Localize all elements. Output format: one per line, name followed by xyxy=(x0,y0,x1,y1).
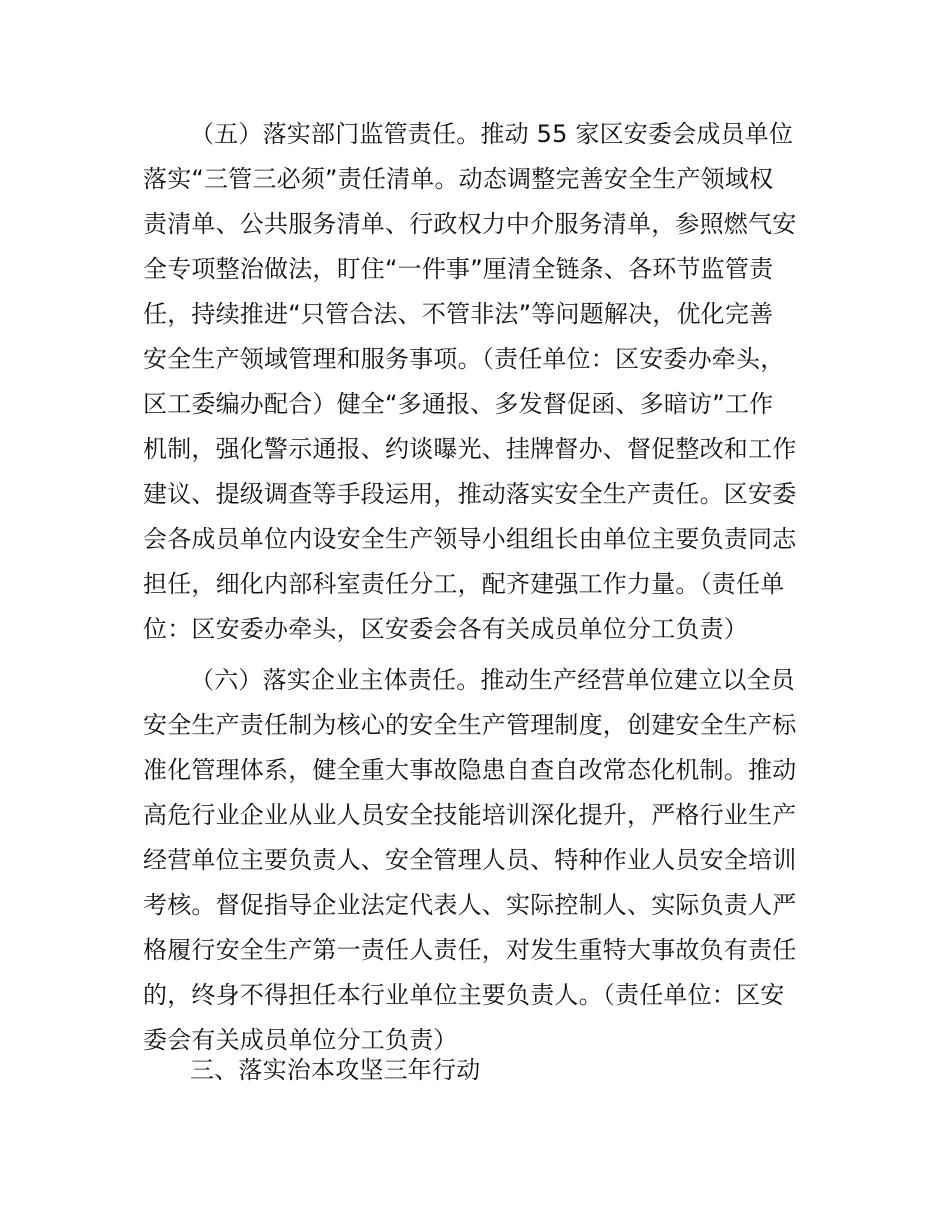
text-line: 考核。督促指导企业法定代表人、实际控制人、实际负责人严 xyxy=(143,891,797,919)
text-line: 的，终身不得担任本行业单位主要负责人。（责任单位：区安 xyxy=(143,981,785,1009)
text-line: 经营单位主要负责人、安全管理人员、特种作业人员安全培训 xyxy=(143,846,797,874)
text-line: 区工委编办配合）健全“多通报、多发督促函、多暗访”工作 xyxy=(143,390,774,418)
text-line: 安全生产责任制为核心的安全生产管理制度，创建安全生产标 xyxy=(143,711,797,739)
text-line: （六）落实企业主体责任。推动生产经营单位建立以全员 xyxy=(190,666,795,694)
text-line: 会各成员单位内设安全生产领导小组组长由单位主要负责同志 xyxy=(143,525,797,553)
text-line: 安全生产领域管理和服务事项。（责任单位：区安委办牵头， xyxy=(143,345,785,373)
text-line: 任，持续推进“只管合法、不管非法”等问题解决，优化完善 xyxy=(143,300,774,328)
text-line: 责清单、公共服务清单、行政权力中介服务清单，参照燃气安 xyxy=(143,210,797,238)
text-line: 格履行安全生产第一责任人责任，对发生重特大事故负有责任 xyxy=(143,936,797,964)
text-line: 机制，强化警示通报、约谈曝光、挂牌督办、督促整改和工作 xyxy=(143,435,797,463)
text-line: 委会有关成员单位分工负责） xyxy=(143,1026,458,1054)
text-line: 落实“三管三必须”责任清单。动态调整完善安全生产领域权 xyxy=(143,165,774,193)
text-line: 建议、提级调查等手段运用，推动落实安全生产责任。区安委 xyxy=(143,480,797,508)
text-line: 全专项整治做法，盯住“一件事”厘清全链条、各环节监管责 xyxy=(143,255,774,283)
text-line: （五）落实部门监管责任。推动 55 家区安委会成员单位 xyxy=(190,120,794,148)
text-line: 担任，细化内部科室责任分工，配齐建强工作力量。（责任单 xyxy=(143,570,785,598)
text-line: 高危行业企业从业人员安全技能培训深化提升，严格行业生产 xyxy=(143,801,797,829)
text-line: 准化管理体系，健全重大事故隐患自查自改常态化机制。推动 xyxy=(143,756,797,784)
text-line: 位：区安委办牵头，区安委会各有关成员单位分工负责） xyxy=(143,615,748,643)
section-3-heading: 三、落实治本攻坚三年行动 xyxy=(190,1056,481,1084)
